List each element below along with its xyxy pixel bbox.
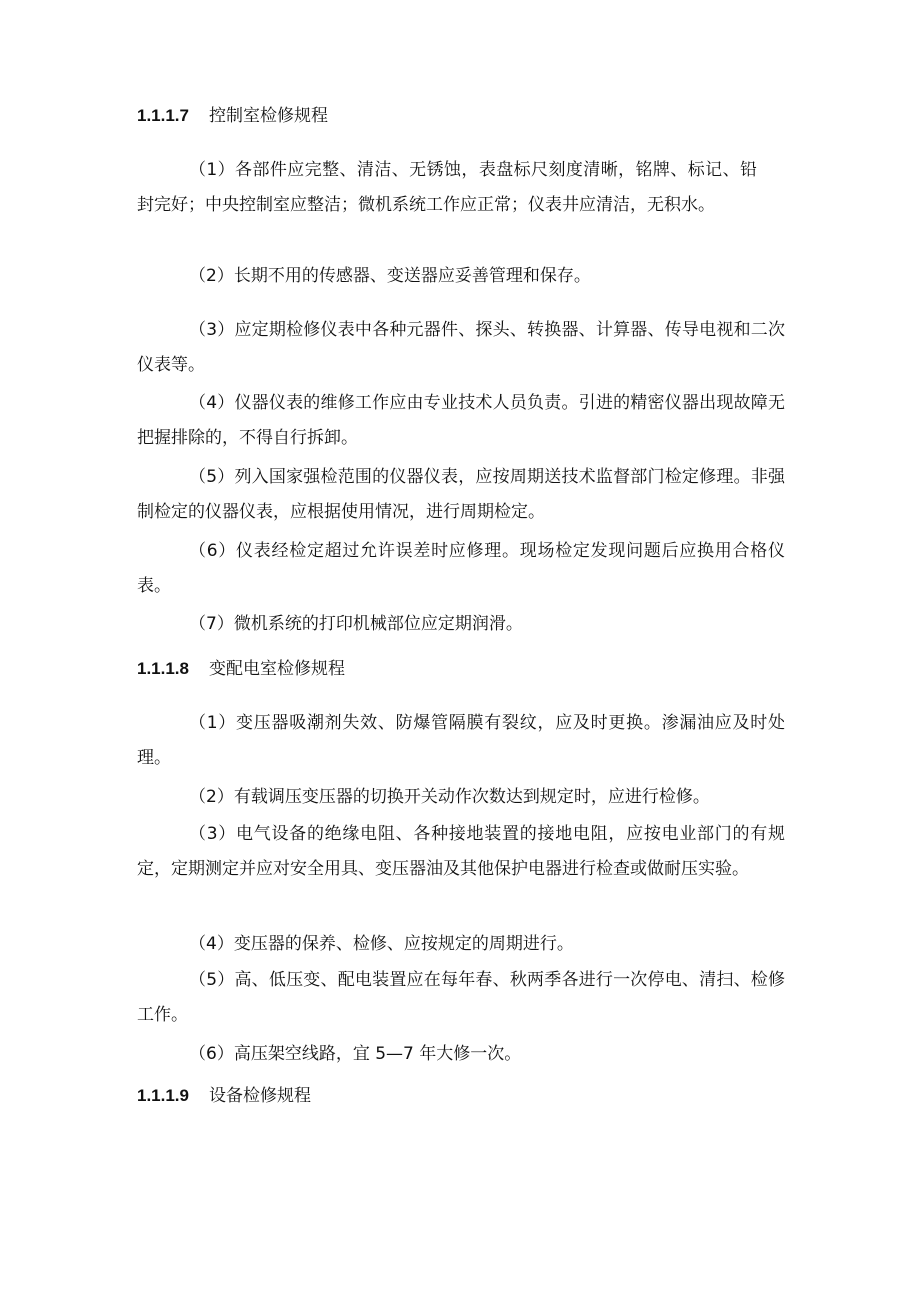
section-number: 1.1.1.9 [137, 1086, 189, 1105]
paragraph: （1）各部件应完整、清洁、无锈蚀，表盘标尺刻度清晰，铭牌、标记、铅封完好；中央控制室应整洁；微机系统工作应正常；仪表井应清洁，无积水。 [137, 160, 757, 215]
section-title: 变配电室检修规程 [209, 659, 345, 679]
section-title: 控制室检修规程 [209, 106, 328, 126]
paragraph: （1）变压器吸潮剂失效、防爆管隔膜有裂纹，应及时更换。渗漏油应及时处理。 [137, 713, 785, 768]
paragraph: （2）有载调压变压器的切换开关动作次数达到规定时，应进行检修。 [189, 787, 710, 807]
paragraph: （6）高压架空线路，宜 5—7 年大修一次。 [189, 1044, 522, 1064]
paragraph: （2）长期不用的传感器、变送器应妥善管理和保存。 [189, 266, 591, 286]
section-heading-1119 [137, 1084, 311, 1108]
paragraph: （3）应定期检修仪表中各种元器件、探头、转换器、计算器、传导电视和二次仪表等。 [137, 320, 785, 375]
paragraph: （5）列入国家强检范围的仪器仪表，应按周期送技术监督部门检定修理。非强制检定的仪器仪表，应根据使用情况，进行周期检定。 [137, 467, 785, 522]
paragraph: （7）微机系统的打印机械部位应定期润滑。 [189, 614, 523, 634]
section-number: 1.1.1.8 [137, 659, 189, 678]
paragraph: （6）仪表经检定超过允许误差时应修理。现场检定发现问题后应换用合格仪表。 [137, 541, 785, 596]
paragraph: （3）电气设备的绝缘电阻、各种接地装置的接地电阻，应按电业部门的有规定，定期测定并应对安全用具、变压器油及其他保护电器进行检查或做耐压实验。 [137, 824, 785, 879]
paragraph: （4）变压器的保养、检修、应按规定的周期进行。 [189, 934, 574, 954]
section-title: 设备检修规程 [209, 1086, 311, 1106]
paragraph: （5）高、低压变、配电装置应在每年春、秋两季各进行一次停电、清扫、检修工作。 [137, 970, 785, 1025]
section-number: 1.1.1.7 [137, 106, 189, 125]
paragraph: （4）仪器仪表的维修工作应由专业技术人员负责。引进的精密仪器出现故障无把握排除的，不得自行拆卸。 [137, 393, 785, 448]
section-heading-1118 [137, 657, 345, 681]
section-heading-1117 [137, 104, 328, 128]
